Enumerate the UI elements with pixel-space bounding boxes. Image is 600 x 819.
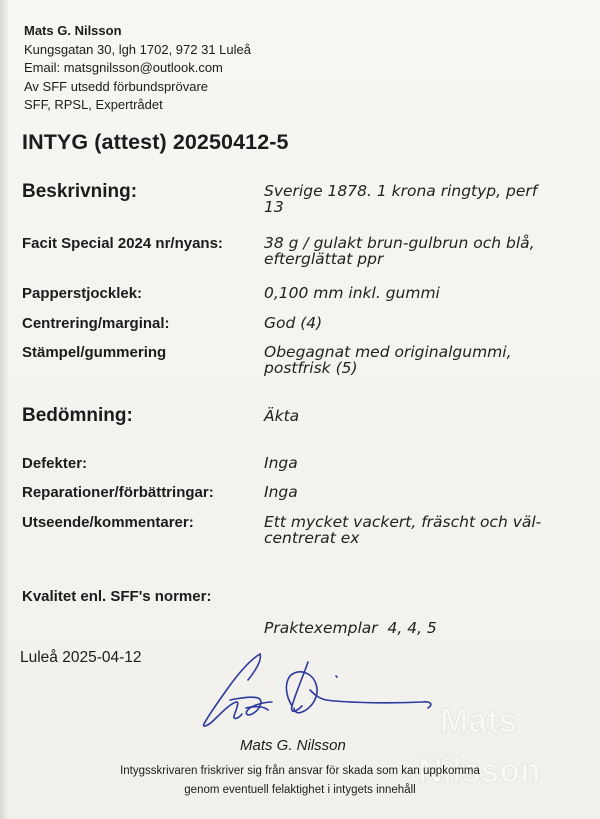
field-label: Utseende/kommentarer: [22,514,194,531]
place-date: Luleå 2025-04-12 [20,649,142,666]
paper-edge [0,0,8,819]
handwritten-signature [190,640,450,730]
issuer-email: Email: matsgnilsson@outlook.com [24,60,223,75]
field-value-line: Ett mycket vackert, fräscht och väl- [264,513,542,531]
field-value [264,344,564,376]
field-label: Bedömning: [22,405,133,426]
field-value-line: Praktexemplar 4, 4, 5 [264,619,437,637]
issuer-address: Kungsgatan 30, lgh 1702, 972 31 Luleå [24,41,251,57]
field-label: Facit Special 2024 nr/nyans: [22,235,223,252]
field-value-line: Inga [264,454,298,472]
field-value-line: postfrisk (5) [264,359,358,377]
field-value-line: 13 [264,198,284,216]
field-value-line: centrerat ex [264,529,360,547]
field-label: Kvalitet enl. SFF's normer: [22,588,212,605]
watermark-line: Mats [440,702,518,740]
field-value [264,183,564,215]
field-value-line: Inga [264,483,298,501]
disclaimer-line: Intygsskrivaren friskriver sig från ansvar för skada som kan uppkomma [120,765,480,777]
watermark-line: Nilsson [418,752,541,790]
field-label: Papperstjocklek: [22,285,143,302]
field-label: Beskrivning: [22,181,138,202]
issuer-role: Av SFF utsedd förbundsprövare [24,78,209,94]
issuer-header [24,22,251,115]
field-value-line: God (4) [264,314,323,332]
field-value [264,484,564,500]
field-value-line: efterglättat ppr [264,250,384,268]
field-value [264,235,564,267]
field-value-line: Sverige 1878. 1 krona ringtyp, perf [264,182,538,200]
disclaimer [60,762,540,800]
field-value-line: Obegagnat med originalgummi, [264,343,512,361]
field-value [264,514,564,546]
field-value-line: 38 g / gulakt brun-gulbrun och blå, [264,234,535,252]
signer-name: Mats G. Nilsson [240,737,346,754]
field-value [264,455,564,471]
field-value-line: Äkta [264,407,300,425]
field-label: Stämpel/gummering [22,344,167,361]
field-value [264,315,564,331]
field-label: Centrering/marginal: [22,315,170,332]
disclaimer-line: genom eventuell felaktighet i intygets innehåll [184,784,416,796]
field-label: Reparationer/förbättringar: [22,484,214,501]
field-value [264,408,564,424]
field-value [264,285,564,301]
issuer-affiliations: SFF, RPSL, Expertrådet [24,97,163,112]
field-value-line: 0,100 mm inkl. gummi [264,284,440,302]
certificate-title: INTYG (attest) 20250412-5 [22,130,289,154]
issuer-name: Mats G. Nilsson [24,23,122,38]
field-label: Defekter: [22,455,88,472]
